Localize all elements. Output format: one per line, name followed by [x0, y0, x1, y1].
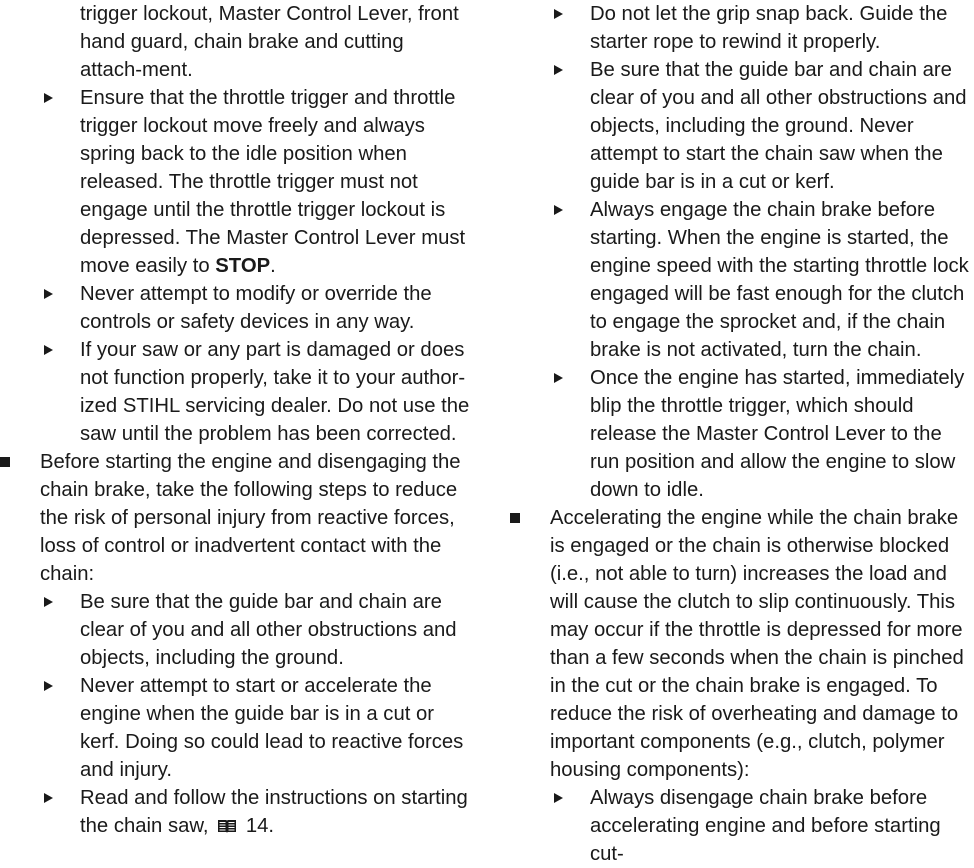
list-item [550, 364, 974, 504]
book-icon [217, 818, 237, 834]
triangle-bullet-icon [44, 289, 53, 299]
triangle-bullet-icon [554, 65, 563, 75]
triangle-bullet-icon [554, 9, 563, 19]
stop-keyword: STOP [215, 255, 271, 277]
triangle-bullet-icon [44, 93, 53, 103]
triangle-bullet-icon [44, 793, 53, 803]
list-item-text: Accelerating the engine while the chain brake is engaged or the chain is otherwise blocked (i.e., not able to turn) increases the load and will cause the clutch to slip continuously. This may occur if the throttle is depressed for more than a few seconds when the chain is pinched in the cut or the chain brake is engaged. To reduce the risk of overheating and damage to important components (e.g., clutch, polymer housing components): [550, 507, 964, 781]
triangle-bullet-icon [44, 681, 53, 691]
list-item-end: . [270, 255, 276, 277]
square-bullet-icon [0, 457, 10, 467]
list-item-text: Never attempt to start or accelerate the engine when the guide bar is in a cut or kerf. Doing so could lead to reactive forces and injury. [80, 675, 464, 781]
list-item-text: Always disengage chain brake before accelerating engine and before starting cut- [590, 787, 941, 865]
list-item [40, 336, 470, 448]
list-item [40, 588, 470, 672]
list-item [550, 196, 974, 364]
list-item [40, 672, 470, 784]
list-item [0, 448, 470, 588]
continued-text: trigger lockout, Master Control Lever, front hand guard, chain brake and cutting attach-ment. [80, 3, 459, 81]
list-item-text: Before starting the engine and disengaging the chain brake, take the following steps to reduce the risk of personal injury from reactive forces, loss of control or inadvertent contact with the chain: [40, 451, 461, 585]
list-item-text: Read and follow the instructions on starting the chain saw, [80, 787, 468, 837]
triangle-bullet-icon [554, 373, 563, 383]
list-item [550, 784, 974, 868]
list-item [510, 504, 974, 784]
list-item-text: Always engage the chain brake before starting. When the engine is started, the engine speed with the starting throttle lock engaged will be fast enough for the clutch to engage the sprocket and, if the chain brake is not activated, turn the chain. [590, 199, 969, 361]
right-column [510, 0, 974, 868]
left-column [0, 0, 470, 840]
list-item [550, 0, 974, 56]
triangle-bullet-icon [554, 205, 563, 215]
list-item-text: Once the engine has started, immediately blip the throttle trigger, which should release the Master Control Lever to the run position and allow the engine to slow down to idle. [590, 367, 965, 501]
sub-list [0, 84, 470, 448]
list-item-text: Be sure that the guide bar and chain are clear of you and all other obstructions and objects, including the ground. Never attempt to start the chain saw when the guide bar is in a cut or kerf. [590, 59, 967, 193]
triangle-bullet-icon [44, 345, 53, 355]
triangle-bullet-icon [554, 793, 563, 803]
list-item-text: Ensure that the throttle trigger and throttle trigger lockout move freely and always spring back to the idle position when released. The throttle trigger must not engage until the throttle trigger lockout is depressed. The Master Control Lever must move easily to [80, 87, 466, 277]
sub-list [510, 784, 974, 868]
list-item [40, 784, 470, 840]
list-item-text: Do not let the grip snap back. Guide the starter rope to rewind it properly. [590, 3, 948, 53]
list-item [40, 84, 470, 280]
list-item-text: Be sure that the guide bar and chain are clear of you and all other obstructions and objects, including the ground. [80, 591, 457, 669]
list-item [550, 56, 974, 196]
list-item-text: If your saw or any part is damaged or does not function properly, take it to your author-ized STIHL servicing dealer. Do not use the saw until the problem has been corrected. [80, 339, 470, 445]
sub-list [0, 588, 470, 840]
page-reference: 14. [245, 815, 275, 837]
list-item-text: Never attempt to modify or override the controls or safety devices in any way. [80, 283, 432, 333]
list-item [40, 280, 470, 336]
triangle-bullet-icon [44, 597, 53, 607]
square-bullet-icon [510, 513, 520, 523]
sub-list [510, 0, 974, 504]
